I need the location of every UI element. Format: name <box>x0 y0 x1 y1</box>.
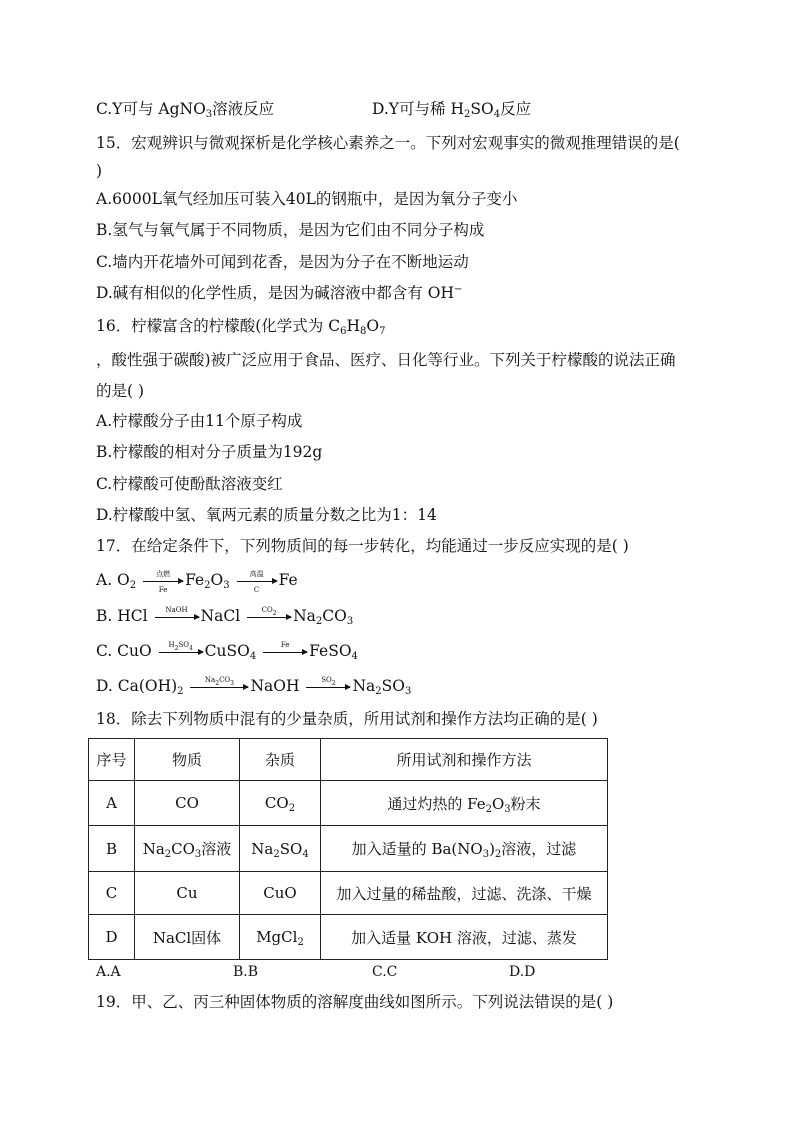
q16-option-b: B.柠檬酸的相对分子质量为192g <box>96 443 323 461</box>
row-id: B <box>89 826 135 872</box>
q16-stem-line1: 16．柠檬富含的柠檬酸(化学式为 $C_6H_8O_7$ <box>96 317 386 337</box>
q14-option-c: C.Y可与 AgNO$_3$溶液反应 <box>96 100 275 120</box>
q18-choice-b: B.B <box>233 964 259 980</box>
row-method: 加入过量的稀盐酸，过滤、洗涤、干燥 <box>321 872 608 915</box>
reaction-arrow: 高温 C <box>237 581 277 582</box>
q18-choice-d: D.D <box>509 964 536 980</box>
reaction-arrow: $Na_2CO_3$ <box>190 687 248 688</box>
row-method: 加入适量的 $Ba(NO_3)_2$溶液，过滤 <box>321 826 608 872</box>
q18-choice-c: C.C <box>372 964 398 980</box>
q17-option-a: A. $O_2$ 点燃 Fe $Fe_2O_3$ 高温 C Fe <box>96 569 298 594</box>
header-id: 序号 <box>89 739 135 781</box>
q16-stem-line2: ，酸性强于碳酸)被广泛应用于食品、医疗、日化等行业。下列关于柠檬酸的说法正确 <box>96 351 676 369</box>
row-id: C <box>89 872 135 915</box>
q16-option-a: A.柠檬酸分子由11个原子构成 <box>96 412 303 430</box>
q15-option-c: C.墙内开花墙外可闻到花香，是因为分子在不断地运动 <box>96 253 469 271</box>
table-row <box>89 826 608 872</box>
row-id: A <box>89 781 135 826</box>
row-substance: CO <box>135 781 240 826</box>
table-row <box>89 781 608 826</box>
table-row <box>89 872 608 915</box>
row-method: 通过灼热的 $Fe_2O_3$粉末 <box>321 781 608 826</box>
q15-option-a: A.6000L氧气经加压可装入40L的钢瓶中，是因为氧分子变小 <box>96 190 518 208</box>
row-substance: $Na_2CO_3$溶液 <box>135 826 240 872</box>
q18-choice-a: A.A <box>96 964 121 980</box>
q17-stem: 17．在给定条件下，下列物质间的每一步转化，均能通过一步反应实现的是( ) <box>96 537 629 555</box>
row-method: 加入适量 KOH 溶液，过滤、蒸发 <box>321 915 608 960</box>
q17-option-b: B. HCl NaOH NaCl $CO_2$ $Na_2CO_3$ <box>96 605 354 627</box>
table-header-row <box>89 739 608 781</box>
row-id: D <box>89 915 135 960</box>
reaction-arrow: 点燃 Fe <box>143 581 183 582</box>
header-method: 所用试剂和操作方法 <box>321 739 608 781</box>
reaction-arrow: NaOH <box>155 617 199 618</box>
q19-stem: 19．甲、乙、丙三种固体物质的溶解度曲线如图所示。下列说法错误的是( ) <box>96 993 614 1011</box>
q16-option-c: C.柠檬酸可使酚酞溶液变红 <box>96 475 283 493</box>
reaction-arrow: Fe <box>263 652 307 653</box>
row-impurity: MgCl$_2$ <box>240 915 321 960</box>
row-impurity: CuO <box>240 872 321 915</box>
q16-option-d: D.柠檬酸中氢、氧两元素的质量分数之比为1：14 <box>96 506 437 524</box>
q17-option-c: C. CuO $H_2SO_4$ CuSO$_4$ Fe FeSO$_4$ <box>96 640 358 662</box>
row-substance: NaCl固体 <box>135 915 240 960</box>
header-impurity: 杂质 <box>240 739 321 781</box>
reaction-arrow: $SO_2$ <box>306 687 350 688</box>
q15-option-d: D.碱有相似的化学性质，是因为碱溶液中都含有 OH− <box>96 284 463 302</box>
q17-option-d: D. $Ca(OH)_2$ $Na_2CO_3$ NaOH $SO_2$ $Na_2SO_3$ <box>96 675 412 697</box>
table-row <box>89 915 608 960</box>
row-substance: Cu <box>135 872 240 915</box>
row-impurity: $Na_2SO_4$ <box>240 826 321 872</box>
row-impurity: $CO_2$ <box>240 781 321 826</box>
impurity-table <box>88 738 608 960</box>
q14-option-d: D.Y可与稀 $H_2SO_4$反应 <box>372 100 532 120</box>
header-substance: 物质 <box>135 739 240 781</box>
q16-stem-line3: 的是( ) <box>96 382 145 400</box>
reaction-arrow: $CO_2$ <box>247 617 291 618</box>
q18-stem: 18．除去下列物质中混有的少量杂质，所用试剂和操作方法均正确的是( ) <box>96 710 598 728</box>
q15-stem-end: ) <box>96 162 103 180</box>
q15-option-b: B.氢气与氧气属于不同物质，是因为它们由不同分子构成 <box>96 221 485 239</box>
reaction-arrow: $H_2SO_4$ <box>159 652 203 653</box>
q15-stem: 15．宏观辨识与微观探析是化学核心素养之一。下列对宏观事实的微观推理错误的是( <box>96 134 680 152</box>
